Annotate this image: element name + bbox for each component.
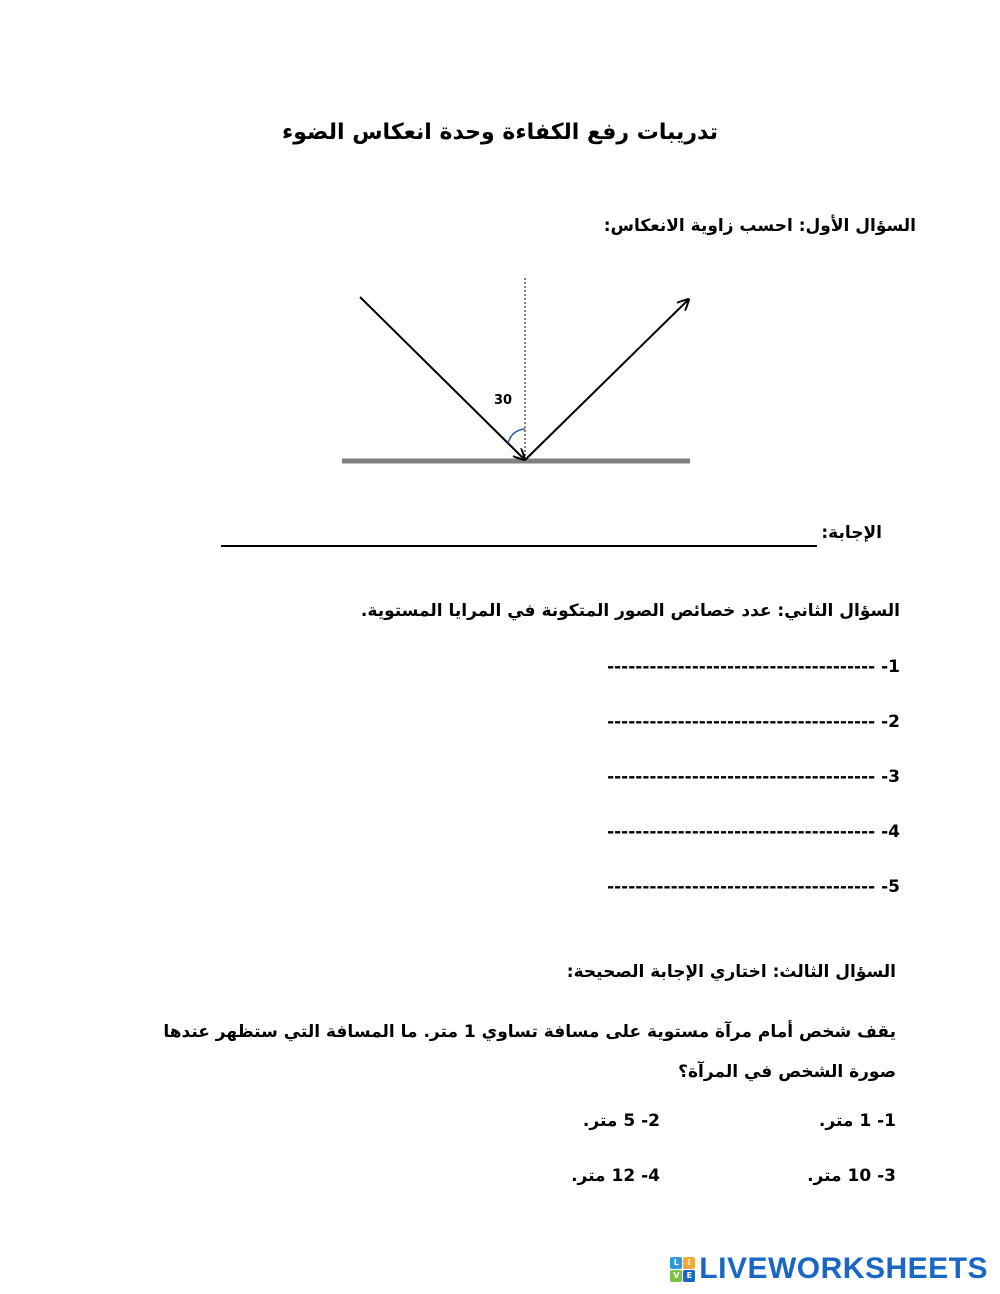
list-item[interactable] — [607, 712, 900, 732]
answer-blank[interactable]: -------------------------------------- — [607, 767, 876, 787]
reflected-ray — [525, 300, 688, 460]
option-3[interactable]: 3- 10 متر. — [807, 1166, 896, 1186]
item-number: -1 — [881, 657, 900, 677]
list-item[interactable] — [607, 657, 900, 677]
liveworksheets-logo — [670, 1252, 988, 1286]
logo-blocks-icon — [670, 1257, 695, 1282]
angle-label: 30 — [494, 393, 513, 408]
reflection-diagram — [330, 270, 710, 480]
option-1[interactable]: 1- 1 متر. — [818, 1111, 896, 1131]
list-item[interactable] — [607, 877, 900, 897]
answer-input-line[interactable] — [221, 545, 817, 547]
list-item[interactable] — [607, 767, 900, 787]
answer-label: الإجابة: — [821, 523, 882, 543]
question-2-text: السؤال الثاني: عدد خصائص الصور المتكونة في المرايا المستوية. — [360, 601, 900, 621]
logo-block: V — [670, 1270, 682, 1282]
logo-block: E — [683, 1270, 695, 1282]
item-number: -2 — [881, 712, 900, 732]
item-number: -4 — [881, 822, 900, 842]
worksheet-title: تدريبات رفع الكفاءة وحدة انعكاس الضوء — [282, 120, 718, 145]
answer-blank[interactable]: -------------------------------------- — [607, 657, 876, 677]
item-number: -5 — [881, 877, 900, 897]
brand-name: LIVEWORKSHEETS — [699, 1252, 988, 1285]
question-3-paragraph: يقف شخص أمام مرآة مستوية على مسافة تساوي 1 متر. ما المسافة التي ستظهر عندها صورة الشخص في المرآة؟ — [163, 1022, 896, 1082]
item-number: -3 — [881, 767, 900, 787]
answer-blank[interactable]: -------------------------------------- — [607, 822, 876, 842]
list-item[interactable] — [607, 822, 900, 842]
option-4[interactable]: 4- 12 متر. — [571, 1166, 660, 1186]
logo-block: L — [670, 1257, 682, 1269]
angle-arc — [508, 429, 525, 443]
answer-blank[interactable]: -------------------------------------- — [607, 877, 876, 897]
logo-block: I — [683, 1257, 695, 1269]
option-2[interactable]: 2- 5 متر. — [582, 1111, 660, 1131]
answer-blank[interactable]: -------------------------------------- — [607, 712, 876, 732]
incident-ray — [360, 297, 524, 459]
question-1-text: السؤال الأول: احسب زاوية الانعكاس: — [603, 216, 916, 236]
question-3-text: السؤال الثالث: اختاري الإجابة الصحيحة: — [566, 962, 896, 982]
